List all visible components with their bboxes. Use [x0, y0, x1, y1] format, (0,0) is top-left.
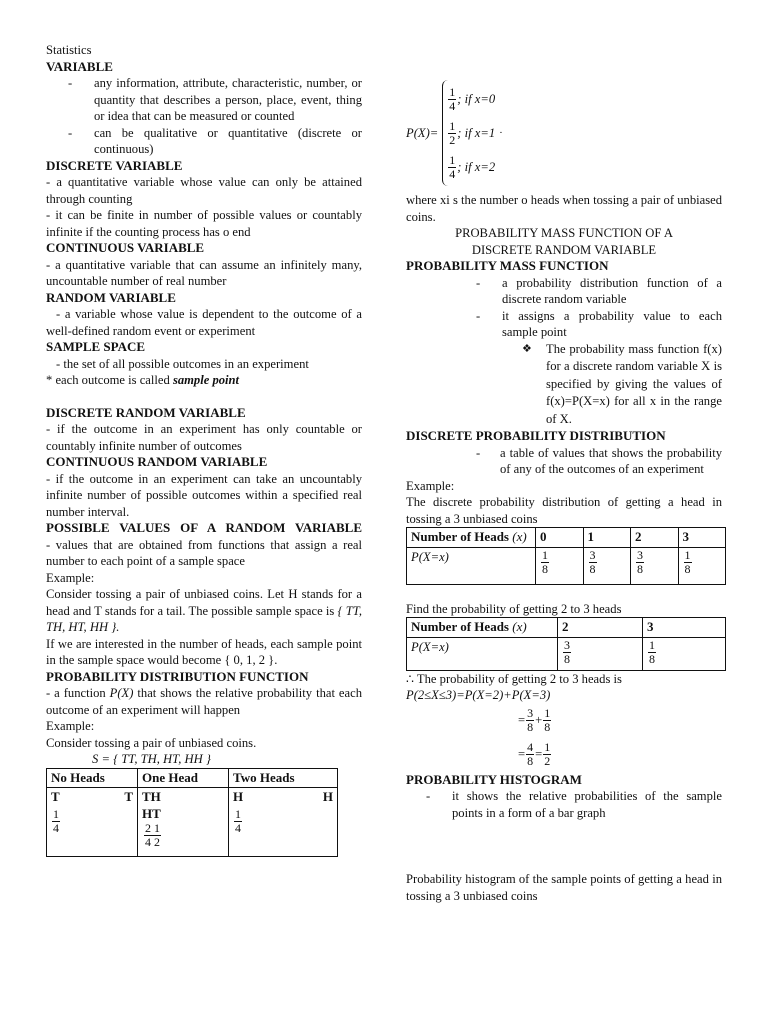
paragraph: - a function P(X) that shows the relative probability that each outcome of an experiment will happen [46, 686, 362, 717]
table-cell: P(X=x) [407, 637, 558, 670]
table-header: One Head [138, 768, 229, 788]
discrete-random-variable-heading: DISCRETE RANDOM VARIABLE [46, 404, 246, 420]
table-header: 2 [631, 528, 679, 548]
list-item: - a table of values that shows the probability of any of the outcomes of an experiment [476, 445, 722, 476]
find-table [406, 617, 726, 671]
table-header: 2 [558, 618, 643, 638]
table-header: 3 [678, 528, 726, 548]
discrete-variable-heading: DISCRETE VARIABLE [46, 157, 183, 173]
list-item: - can be qualitative or quantitative (discrete or continuous) [68, 125, 362, 156]
table-header: Two Heads [229, 768, 338, 788]
sample-set: S = { TT, TH, HT, HH } [92, 752, 211, 766]
paragraph: - if the outcome in an experiment can take an uncountably infinite number of possible outcomes within a specified real number interval. [46, 471, 362, 519]
section-title: DISCRETE RANDOM VARIABLE [471, 242, 657, 257]
table-header: 0 [536, 528, 584, 548]
pmf-heading: PROBABILITY MASS FUNCTION [406, 258, 609, 273]
table-cell: $\frac{1}{8}$ [643, 637, 726, 670]
table-cell: $\frac{1}{8}$ [536, 547, 584, 584]
paragraph: - a variable whose value is dependent to the outcome of a well-defined random event or experiment [46, 307, 362, 338]
example-label: Example: [46, 570, 95, 585]
table-header: 3 [643, 618, 726, 638]
left-column [46, 42, 362, 857]
table-cell: $\frac{1}{8}$ [678, 547, 726, 584]
possible-values-heading: POSSIBLE VALUES OF A RANDOM VARIABLE [46, 520, 362, 535]
table-cell: $\frac{3}{8}$ [631, 547, 679, 584]
therefore-line: ∴ The probability of getting 2 to 3 heads is [406, 671, 622, 686]
histogram-heading: PROBABILITY HISTOGRAM [406, 771, 582, 787]
coin-table [46, 768, 338, 858]
paragraph: Consider tossing a pair of unbiased coins. [46, 735, 257, 750]
table-cell: T T $\frac{1}{4}$ [47, 788, 138, 857]
continuous-random-variable-heading: CONTINUOUS RANDOM VARIABLE [46, 454, 268, 469]
paragraph: - a quantitative variable whose value can only be attained through counting [46, 175, 362, 206]
piecewise-formula: P(X)= $\frac{1}{4}$ ; if x=0 $\frac{1}{2}$ ; if x=1 $\frac{1}{4}$ ; if x=2 · [406, 74, 722, 192]
dpd-heading: DISCRETE PROBABILITY DISTRIBUTION [406, 428, 666, 443]
paragraph: The discrete probability distribution of getting a head in tossing a 3 unbiased coins [406, 495, 722, 526]
paragraph: Find the probability of getting 2 to 3 heads [406, 601, 622, 616]
right-column [406, 74, 722, 904]
table-cell: TH HT $\frac{2 1}{4 2}$ [138, 788, 229, 857]
equation: = $\frac{4}{8}$ = $\frac{1}{2}$ [518, 740, 551, 768]
subject-title: Statistics [46, 43, 92, 57]
variable-heading: VARIABLE [46, 58, 113, 74]
list-item: - a probability distribution function of a discrete random variable [476, 275, 722, 306]
paragraph: Consider tossing a pair of unbiased coins. Let H stands for a head and T stands for a tail. The possible sample space is { TT, TH, HT, HH }. [46, 587, 363, 634]
table-cell: P(X=x) [407, 547, 536, 584]
paragraph: - values that are obtained from functions that assign a real number to each point of a sample space [46, 537, 362, 568]
distribution-table [406, 527, 726, 585]
table-header: No Heads [47, 768, 138, 788]
list-item: - any information, attribute, characteristic, number, or quantity that describes a person, place, event, thing or idea that can be measured or counted [68, 76, 362, 123]
table-cell: H H $\frac{1}{4}$ [229, 788, 338, 857]
paragraph: - it can be finite in number of possible values or countably infinite if the counting process has o end [46, 208, 362, 239]
equation: = $\frac{3}{8}$ + $\frac{1}{8}$ [518, 706, 551, 734]
random-variable-heading: RANDOM VARIABLE [46, 289, 176, 305]
paragraph: - if the outcome in an experiment has only countable or countably infinite number of outcomes [46, 422, 362, 453]
list-item: - it assigns a probability value to each sample point [476, 308, 722, 339]
sample-space-heading: SAMPLE SPACE [46, 339, 146, 354]
paragraph: where xi s the number o heads when tossing a pair of unbiased coins. [406, 193, 722, 224]
paragraph: - the set of all possible outcomes in an experiment [56, 356, 309, 371]
paragraph: If we are interested in the number of heads, each sample point in the sample space would become { 0, 1, 2 }. [46, 636, 362, 667]
example-label: Example: [46, 719, 95, 733]
table-cell: $\frac{3}{8}$ [583, 547, 631, 584]
list-item: ❖ The probability mass function f(x) for a discrete random variable X is specified by giving the values of f(x)=P(X=x) for all x in the range of X. [522, 341, 722, 426]
continuous-variable-heading: CONTINUOUS VARIABLE [46, 240, 205, 255]
table-header: Number of Heads (x) [407, 528, 536, 548]
table-header: 1 [583, 528, 631, 548]
histogram-caption: Probability histogram of the sample points of getting a head in tossing a 3 unbiased coins [406, 872, 722, 903]
table-header: Number of Heads (x) [407, 618, 558, 638]
equation: P(2≤X≤3)=P(X=2)+P(X=3) [406, 688, 551, 702]
example-label: Example: [406, 478, 455, 493]
sample-point-note: * each outcome is called sample point [46, 373, 240, 387]
list-item: - it shows the relative probabilities of the sample points in a form of a bar graph [426, 789, 722, 820]
paragraph: - a quantitative variable that can assume an infinitely many, uncountable number of real number [46, 257, 362, 288]
table-cell: $\frac{3}{8}$ [558, 637, 643, 670]
section-title: PROBABILITY MASS FUNCTION OF A [455, 226, 673, 240]
pdf-heading: PROBABILITY DISTRIBUTION FUNCTION [46, 668, 309, 684]
